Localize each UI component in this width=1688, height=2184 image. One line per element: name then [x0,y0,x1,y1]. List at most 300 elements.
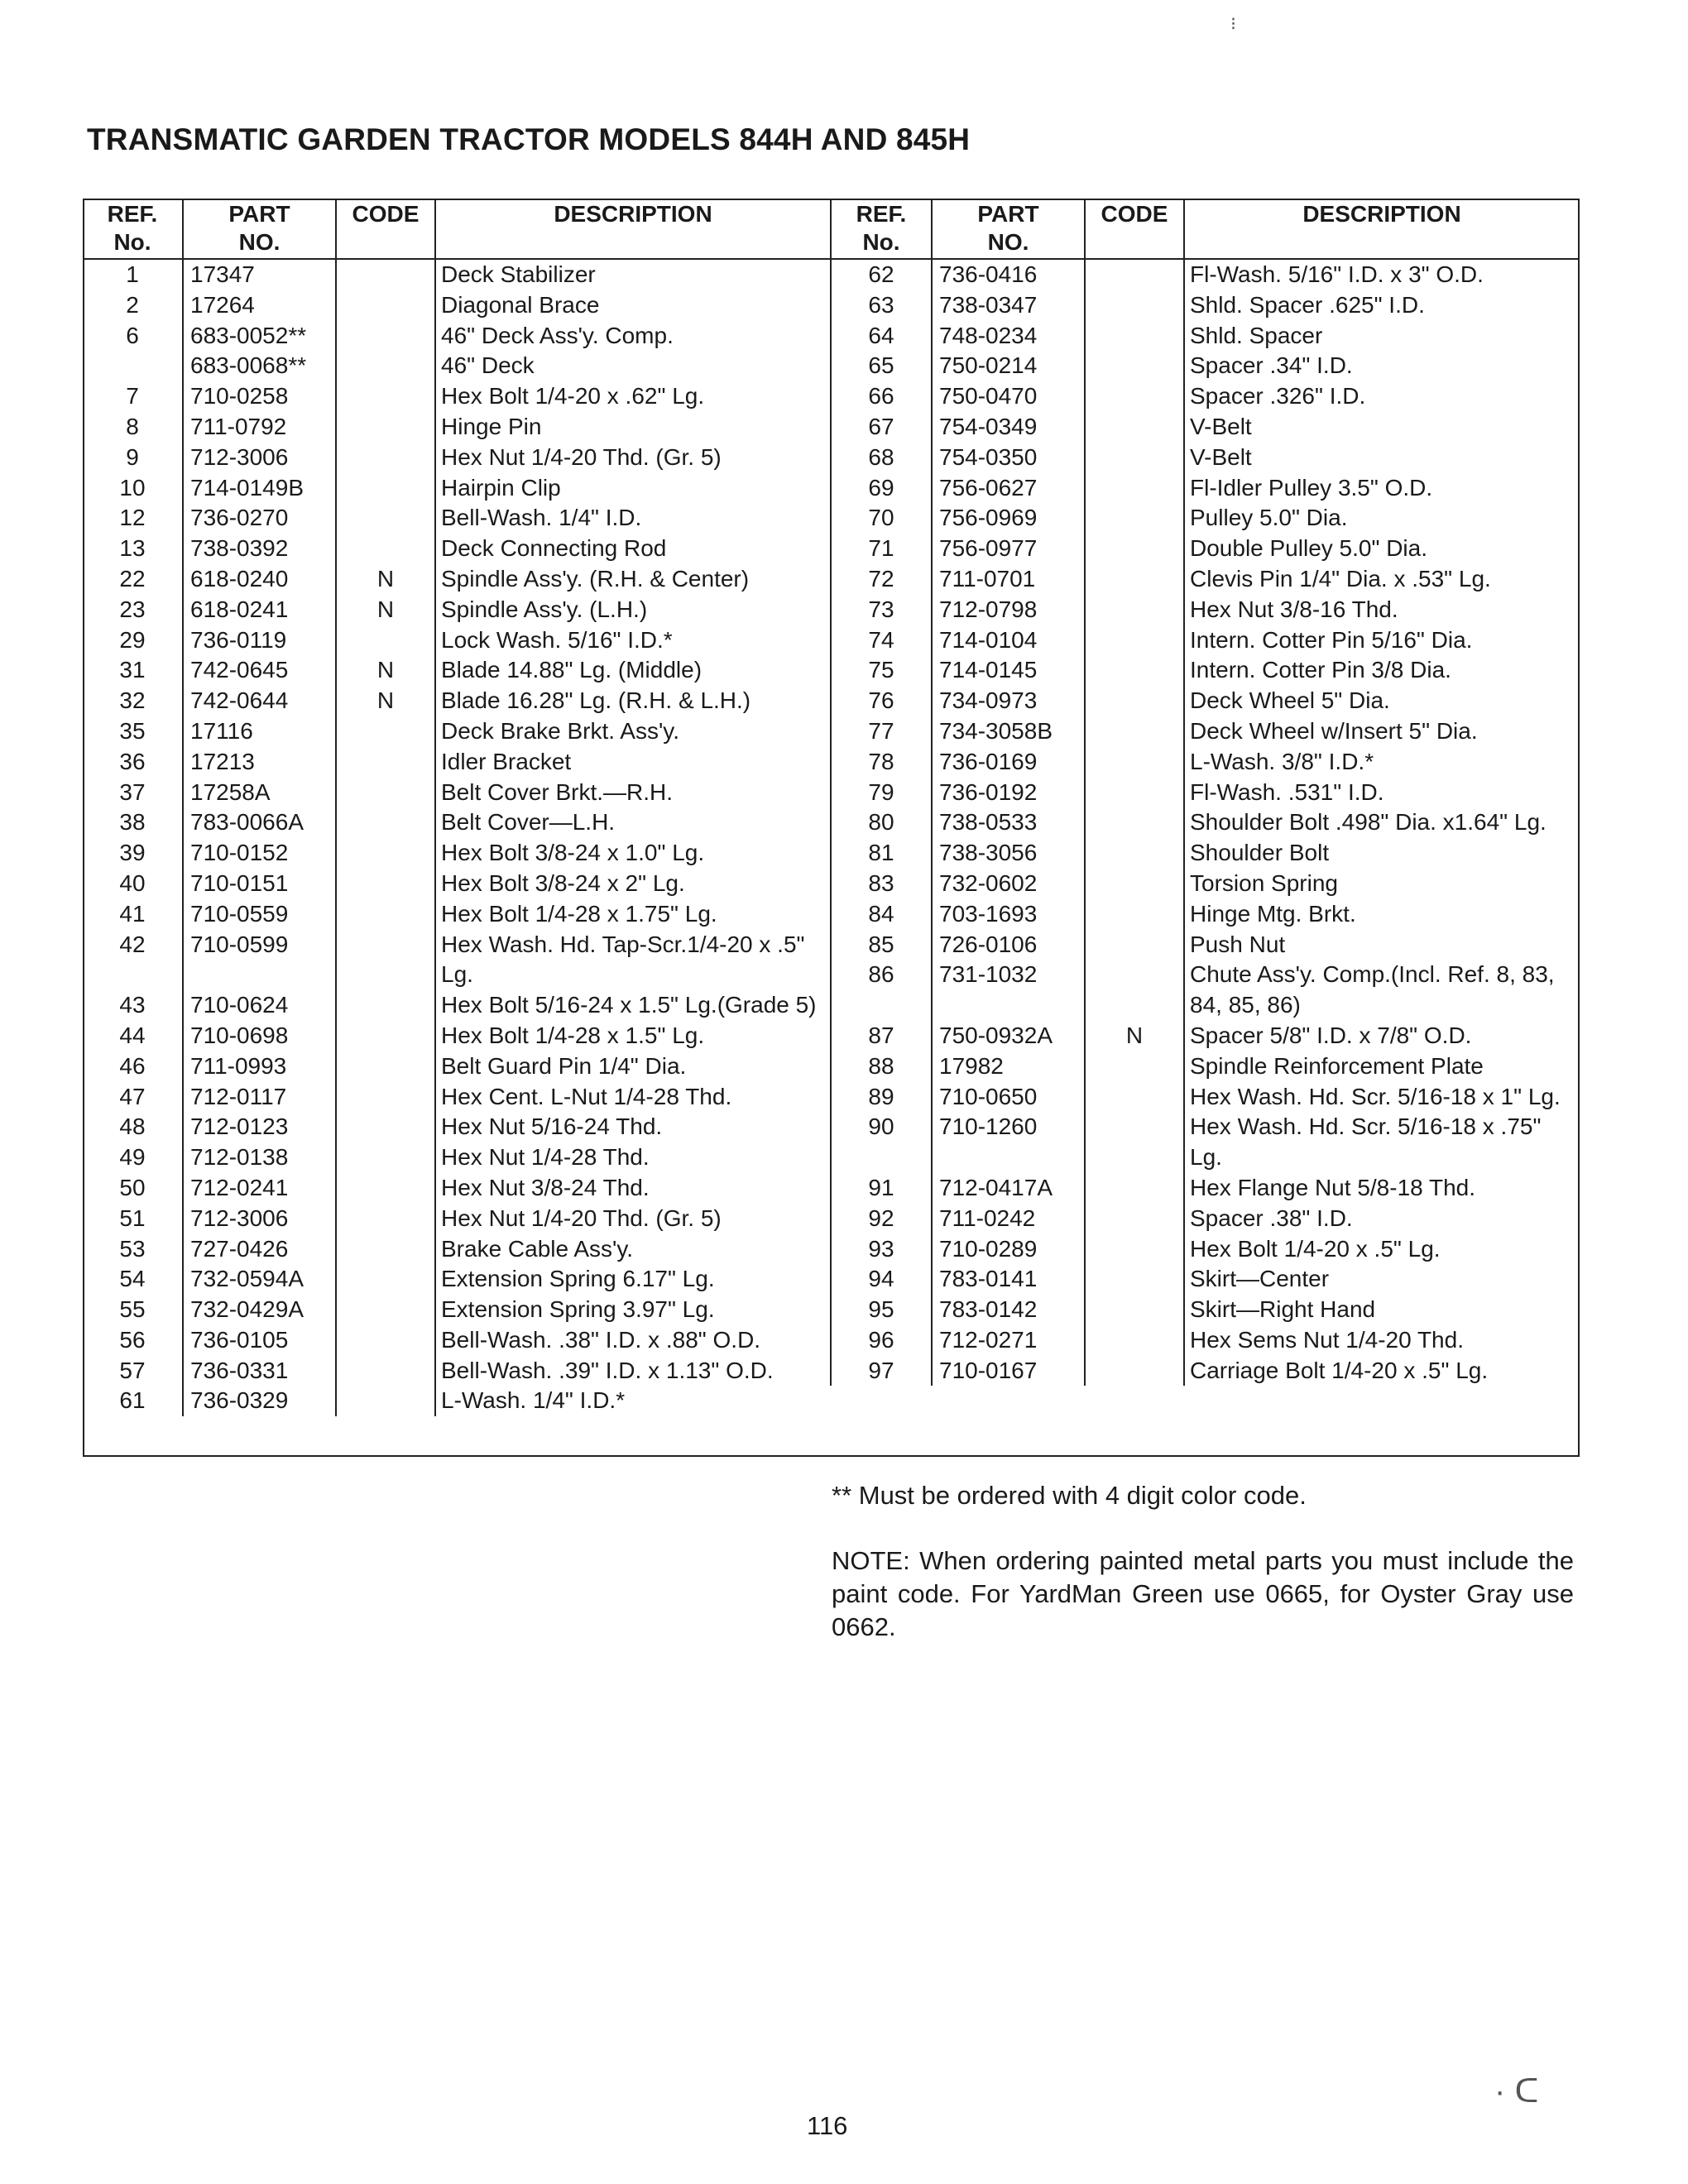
part-number-cell: 756-0977 [932,534,1085,564]
code-cell [1085,259,1184,290]
description-cell: Hex Bolt 3/8-24 x 1.0" Lg. [435,838,830,869]
table-row [83,1234,830,1265]
code-cell [1085,595,1184,625]
table-row [83,381,830,412]
part-number-cell: 711-0242 [932,1204,1085,1234]
part-number-cell: 710-0152 [183,838,336,869]
table-row [83,1264,830,1295]
description-cell: Fl-Wash. .531" I.D. [1184,778,1579,808]
code-cell [1085,1082,1184,1113]
table-row [83,412,830,443]
code-cell [1085,321,1184,352]
description-cell: Hex Bolt 1/4-28 x 1.5" Lg. [435,1021,830,1051]
ref-cell: 78 [831,747,932,778]
part-number-cell: 712-0798 [932,595,1085,625]
ref-cell: 75 [831,655,932,686]
description-cell: Bell-Wash. .38" I.D. x .88" O.D. [435,1325,830,1356]
part-number-cell: 750-0214 [932,351,1085,381]
code-cell [1085,838,1184,869]
description-cell: 46" Deck Ass'y. Comp. [435,321,830,352]
code-cell [1085,1234,1184,1265]
table-row [831,564,1579,595]
table-row [83,930,830,991]
description-cell: Intern. Cotter Pin 3/8 Dia. [1184,655,1579,686]
code-cell [1085,1325,1184,1356]
ref-cell: 56 [119,1326,146,1353]
description-cell: Bell-Wash. 1/4" I.D. [435,503,830,534]
code-cell [336,503,435,534]
part-number-cell: 736-0331 [183,1356,336,1387]
code-cell [1085,290,1184,321]
ref-cell: 95 [831,1295,932,1325]
table-row [831,1356,1579,1387]
ref-cell: 49 [119,1144,146,1171]
code-cell [1085,412,1184,443]
table-row [831,1082,1579,1113]
code-cell [1085,351,1184,381]
part-number-cell: 712-3006 [183,1204,336,1234]
table-row [831,290,1579,321]
ref-cell: 69 [831,473,932,504]
table-row [83,351,830,381]
part-number-cell: 17347 [183,259,336,290]
part-number-cell: 732-0429A [183,1295,336,1325]
part-number-cell: 683-0068** [183,351,336,381]
code-cell [1085,1264,1184,1295]
ref-cell: 1 [126,261,139,287]
description-cell: Deck Connecting Rod [435,534,830,564]
scan-speck: · ᑕ [1494,2073,1539,2110]
description-cell: Hex Nut 1/4-20 Thd. (Gr. 5) [435,1204,830,1234]
table-row [831,1021,1579,1051]
part-number-cell: 738-3056 [932,838,1085,869]
ref-cell: 55 [119,1296,146,1323]
code-cell [1085,1173,1184,1204]
code-cell [336,412,435,443]
part-number-cell: 710-0624 [183,990,336,1021]
code-cell [336,930,435,991]
code-cell [1085,1112,1184,1173]
code-cell [336,290,435,321]
ref-cell: 32 [119,687,146,714]
part-number-cell: 712-3006 [183,443,336,473]
description-cell: Chute Ass'y. Comp.(Incl. Ref. 8, 83, 84, 85, 86) [1184,960,1579,1021]
table-row [831,838,1579,869]
part-number-cell: 711-0993 [183,1051,336,1082]
part-number-cell: 703-1693 [932,899,1085,930]
code-cell [336,1112,435,1142]
code-cell [336,351,435,381]
code-cell [336,1082,435,1113]
table-row [831,1112,1579,1173]
code-cell: N [336,564,435,595]
ref-cell: 38 [119,809,146,836]
description-cell: Shoulder Bolt [1184,838,1579,869]
ref-cell: 88 [831,1051,932,1082]
ref-cell: 91 [831,1173,932,1204]
table-row [83,321,830,352]
ref-cell: 40 [119,869,146,896]
table-row [831,1173,1579,1204]
code-cell [336,1204,435,1234]
description-cell: L-Wash. 1/4" I.D.* [435,1386,830,1416]
ref-cell: 22 [119,565,146,592]
ref-cell: 54 [119,1266,146,1292]
part-header: PART NO. [932,199,1085,259]
ref-cell: 76 [831,686,932,716]
code-cell [336,747,435,778]
table-row [831,807,1579,838]
part-number-cell: 754-0350 [932,443,1085,473]
table-row [83,1142,830,1173]
code-cell [1085,1051,1184,1082]
code-cell [336,534,435,564]
table-row [83,1173,830,1204]
code-cell [336,1173,435,1204]
parts-table-right [830,199,1579,1386]
part-number-cell: 712-0241 [183,1173,336,1204]
part-number-cell: 712-0123 [183,1112,336,1142]
description-cell: Blade 16.28" Lg. (R.H. & L.H.) [435,686,830,716]
description-cell: 46" Deck [435,351,830,381]
table-row [83,1082,830,1113]
description-cell: Spacer .38" I.D. [1184,1204,1579,1234]
code-cell [1085,564,1184,595]
code-cell: N [336,595,435,625]
code-cell [1085,960,1184,1021]
part-number-cell: 712-0138 [183,1142,336,1173]
description-cell: Spacer .326" I.D. [1184,381,1579,412]
description-cell: V-Belt [1184,443,1579,473]
code-cell [336,321,435,352]
description-cell: Push Nut [1184,930,1579,960]
part-number-cell: 710-0289 [932,1234,1085,1265]
part-number-cell: 736-0192 [932,778,1085,808]
ref-cell: 23 [119,596,146,622]
table-row [831,351,1579,381]
description-cell: Lock Wash. 5/16" I.D.* [435,625,830,656]
ref-cell: 42 [119,931,146,957]
ref-cell: 8 [126,413,139,439]
ref-cell: 66 [831,381,932,412]
description-cell: Brake Cable Ass'y. [435,1234,830,1265]
table-row [83,1051,830,1082]
description-cell: Hex Wash. Hd. Tap-Scr.1/4-20 x .5" Lg. [435,930,830,991]
part-number-cell: 742-0645 [183,655,336,686]
description-cell: Shld. Spacer [1184,321,1579,352]
table-row [831,381,1579,412]
table-row [831,412,1579,443]
description-cell: Intern. Cotter Pin 5/16" Dia. [1184,625,1579,656]
code-cell [1085,686,1184,716]
ref-cell: 31 [119,657,146,683]
part-number-cell: 618-0241 [183,595,336,625]
code-cell [1085,899,1184,930]
description-cell: Diagonal Brace [435,290,830,321]
part-number-cell: 710-0650 [932,1082,1085,1113]
table-row [83,1386,830,1416]
code-cell [1085,381,1184,412]
description-cell: Extension Spring 3.97" Lg. [435,1295,830,1325]
part-number-cell: 783-0142 [932,1295,1085,1325]
description-cell: Bell-Wash. .39" I.D. x 1.13" O.D. [435,1356,830,1387]
ref-cell [83,351,183,381]
table-row [831,778,1579,808]
ref-cell: 72 [831,564,932,595]
part-number-cell: 17116 [183,716,336,747]
ref-cell: 36 [119,748,146,774]
table-row [83,1295,830,1325]
table-row [831,534,1579,564]
page-title: TRANSMATIC GARDEN TRACTOR MODELS 844H AND 845H [87,122,971,156]
part-number-cell: 756-0969 [932,503,1085,534]
table-row [831,869,1579,899]
ref-cell: 80 [831,807,932,838]
ref-cell: 77 [831,716,932,747]
table-row [83,1325,830,1356]
code-cell [336,778,435,808]
code-cell [1085,716,1184,747]
ref-cell: 71 [831,534,932,564]
description-header: DESCRIPTION [1184,199,1579,259]
part-number-cell: 734-0973 [932,686,1085,716]
table-row [831,747,1579,778]
table-row [831,1264,1579,1295]
part-number-cell: 712-0117 [183,1082,336,1113]
table-row [831,443,1579,473]
description-cell: Belt Cover—L.H. [435,807,830,838]
description-cell: Torsion Spring [1184,869,1579,899]
ref-cell: 46 [119,1052,146,1079]
code-cell [336,1142,435,1173]
table-row [83,595,830,625]
code-cell [336,990,435,1021]
code-cell [1085,869,1184,899]
ref-cell: 85 [831,930,932,960]
part-number-cell: 742-0644 [183,686,336,716]
ref-cell: 70 [831,503,932,534]
table-row [83,534,830,564]
ref-cell: 65 [831,351,932,381]
table-row [831,716,1579,747]
code-cell [336,1295,435,1325]
table-row [83,443,830,473]
part-number-cell: 17264 [183,290,336,321]
code-cell [336,1325,435,1356]
code-cell [336,899,435,930]
table-row [83,990,830,1021]
color-code-footnote: ** Must be ordered with 4 digit color code. [832,1481,1307,1510]
description-cell: Spindle Ass'y. (L.H.) [435,595,830,625]
ref-cell: 90 [831,1112,932,1173]
description-cell: Hairpin Clip [435,473,830,504]
ref-cell: 63 [831,290,932,321]
table-row [83,869,830,899]
part-number-cell: 732-0594A [183,1264,336,1295]
code-cell [1085,1295,1184,1325]
part-number-cell: 711-0701 [932,564,1085,595]
part-number-cell: 736-0105 [183,1325,336,1356]
paint-code-note: NOTE: When ordering painted metal parts you must include the paint code. For YardMan Green use 0665, for Oyster Gray use 0662. [832,1546,1574,1641]
ref-cell: 92 [831,1204,932,1234]
table-row [831,503,1579,534]
description-cell: Shld. Spacer .625" I.D. [1184,290,1579,321]
ref-cell: 2 [126,291,139,318]
description-cell: Hex Bolt 1/4-28 x 1.75" Lg. [435,899,830,930]
part-number-cell: 738-0533 [932,807,1085,838]
description-cell: Hex Nut 5/16-24 Thd. [435,1112,830,1142]
ref-cell: 29 [119,626,146,653]
ref-cell: 6 [126,322,139,348]
ref-cell: 62 [831,259,932,290]
code-cell [1085,625,1184,656]
table-row [831,595,1579,625]
description-cell: Hex Nut 1/4-20 Thd. (Gr. 5) [435,443,830,473]
page-number: 116 [807,2111,848,2140]
table-row [831,899,1579,930]
part-number-cell: 17258A [183,778,336,808]
description-cell: Deck Wheel 5" Dia. [1184,686,1579,716]
table-row [831,1051,1579,1082]
description-cell: Hex Nut 1/4-28 Thd. [435,1142,830,1173]
code-cell [336,1051,435,1082]
code-cell [1085,443,1184,473]
ref-cell: 84 [831,899,932,930]
part-number-cell: 738-0392 [183,534,336,564]
code-cell [336,807,435,838]
table-row [83,1112,830,1142]
part-number-cell: 736-0329 [183,1386,336,1416]
code-cell [336,259,435,290]
description-cell: Hex Bolt 5/16-24 x 1.5" Lg.(Grade 5) [435,990,830,1021]
code-cell [336,1356,435,1387]
part-number-cell: 712-0417A [932,1173,1085,1204]
table-row [831,259,1579,290]
code-cell [336,1264,435,1295]
description-cell: Deck Stabilizer [435,259,830,290]
table-row [83,686,830,716]
code-cell [1085,534,1184,564]
ref-cell: 97 [831,1356,932,1387]
code-cell [1085,503,1184,534]
ref-cell: 67 [831,412,932,443]
table-row [831,1295,1579,1325]
ref-cell: 51 [119,1205,146,1231]
ref-cell: 47 [119,1083,146,1109]
description-cell: Hex Nut 3/8-24 Thd. [435,1173,830,1204]
part-number-cell: 754-0349 [932,412,1085,443]
part-number-cell: 683-0052** [183,321,336,352]
ref-cell: 73 [831,595,932,625]
part-number-cell: 732-0602 [932,869,1085,899]
code-cell [336,381,435,412]
ref-cell: 7 [126,383,139,410]
table-row [83,503,830,534]
description-cell: Belt Cover Brkt.—R.H. [435,778,830,808]
code-cell [336,838,435,869]
part-number-cell: 714-0149B [183,473,336,504]
ref-cell: 50 [119,1174,146,1200]
code-cell [336,1386,435,1416]
description-cell: Skirt—Right Hand [1184,1295,1579,1325]
table-row [83,290,830,321]
code-cell [1085,1204,1184,1234]
ref-cell: 35 [119,717,146,744]
description-cell: Pulley 5.0" Dia. [1184,503,1579,534]
ref-header: REF. No. [831,199,932,259]
description-cell: Hex Flange Nut 5/8-18 Thd. [1184,1173,1579,1204]
table-row [831,1204,1579,1234]
table-row [831,321,1579,352]
part-number-cell: 783-0141 [932,1264,1085,1295]
code-cell [336,1021,435,1051]
ref-cell: 81 [831,838,932,869]
ref-cell: 43 [119,992,146,1018]
description-cell: Hex Cent. L-Nut 1/4-28 Thd. [435,1082,830,1113]
code-cell: N [1085,1021,1184,1051]
ref-cell: 96 [831,1325,932,1356]
scan-speck: ⁝ [1230,13,1236,34]
part-number-cell: 734-3058B [932,716,1085,747]
table-row [83,564,830,595]
table-row [831,930,1579,960]
description-cell: Spacer 5/8" I.D. x 7/8" O.D. [1184,1021,1579,1051]
part-number-cell: 710-1260 [932,1112,1085,1173]
table-row [83,259,830,290]
description-cell: Skirt—Center [1184,1264,1579,1295]
ref-cell: 89 [831,1082,932,1113]
code-cell [336,473,435,504]
description-cell: Hinge Mtg. Brkt. [1184,899,1579,930]
table-row [831,686,1579,716]
part-number-cell: 748-0234 [932,321,1085,352]
code-cell [336,1234,435,1265]
table-row [83,778,830,808]
part-number-cell: 618-0240 [183,564,336,595]
table-row [83,747,830,778]
part-number-cell: 712-0271 [932,1325,1085,1356]
code-cell [336,443,435,473]
description-cell: Clevis Pin 1/4" Dia. x .53" Lg. [1184,564,1579,595]
description-cell: Carriage Bolt 1/4-20 x .5" Lg. [1184,1356,1579,1387]
table-row [831,960,1579,1021]
description-cell: Hex Wash. Hd. Scr. 5/16-18 x .75" Lg. [1184,1112,1579,1173]
ref-cell: 57 [119,1357,146,1383]
ref-cell: 10 [119,474,146,500]
ref-cell: 61 [119,1387,146,1414]
part-number-cell: 783-0066A [183,807,336,838]
ref-cell: 53 [119,1235,146,1262]
table-row [831,625,1579,656]
part-number-cell: 710-0258 [183,381,336,412]
description-cell: Extension Spring 6.17" Lg. [435,1264,830,1295]
description-cell: Spindle Ass'y. (R.H. & Center) [435,564,830,595]
ref-cell: 94 [831,1264,932,1295]
code-cell: N [336,686,435,716]
description-cell: Hex Wash. Hd. Scr. 5/16-18 x 1" Lg. [1184,1082,1579,1113]
code-cell: N [336,655,435,686]
ref-cell: 74 [831,625,932,656]
table-row [831,655,1579,686]
part-number-cell: 750-0932A [932,1021,1085,1051]
part-number-cell: 710-0167 [932,1356,1085,1387]
part-number-cell: 711-0792 [183,412,336,443]
part-number-cell: 736-0169 [932,747,1085,778]
code-cell [336,869,435,899]
table-row [83,1204,830,1234]
table-row [831,1234,1579,1265]
description-cell: Fl-Wash. 5/16" I.D. x 3" O.D. [1184,259,1579,290]
